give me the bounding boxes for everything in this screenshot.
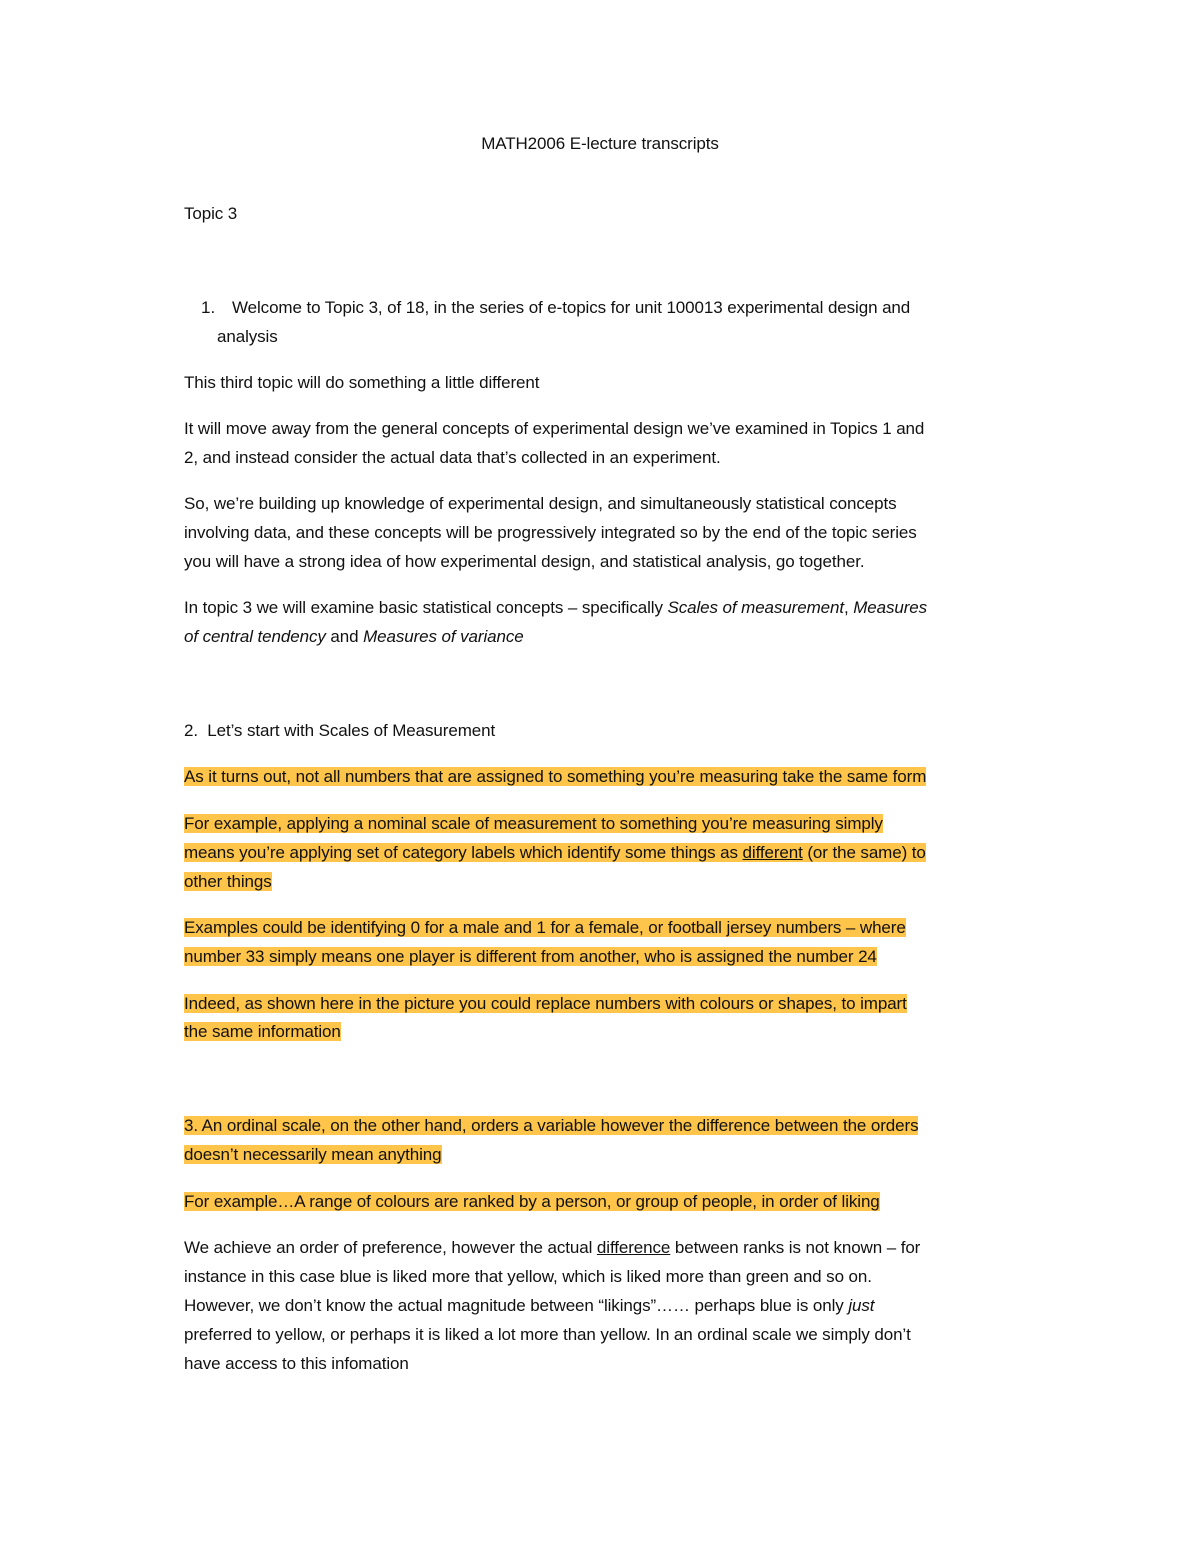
text-run: (or the same) to: [802, 843, 926, 862]
welcome-line-2: analysis: [217, 327, 278, 346]
highlighted-line: [184, 838, 926, 867]
text-run: means you’re applying set of category labels which identify some things as: [184, 843, 743, 862]
highlighted-line: [184, 809, 883, 838]
italic-term: just: [848, 1296, 875, 1315]
text-run: We achieve an order of preference, however the actual: [184, 1238, 597, 1257]
paragraph-line: [184, 622, 524, 651]
paragraph-line: instance in this case blue is liked more that yellow, which is liked more than green and so on.: [184, 1267, 872, 1286]
highlighted-line: [184, 1017, 341, 1046]
paragraph-line: It will move away from the general concepts of experimental design we’ve examined in Topics 1 and: [184, 419, 925, 438]
paragraph-line: So, we’re building up knowledge of experimental design, and simultaneously statistical concepts: [184, 494, 897, 513]
highlighted-line: [184, 942, 877, 971]
paragraph-line: [184, 1291, 874, 1320]
italic-term: of central tendency: [184, 627, 326, 646]
heading-text: Let’s start with Scales of Measurement: [207, 721, 496, 740]
underlined-word: different: [742, 843, 803, 862]
highlighted-paragraph: [184, 762, 926, 791]
list-number-2: 2.: [184, 721, 198, 740]
list-number-1: 1.: [201, 298, 216, 317]
paragraph-line: involving data, and these concepts will be progressively integrated so by the end of the topic series: [184, 523, 917, 542]
paragraph-line: have access to this infomation: [184, 1354, 409, 1373]
highlight-run: the same information: [184, 1022, 341, 1041]
highlight-run: 3. An ordinal scale, on the other hand, orders a variable however the difference between the orders: [184, 1116, 919, 1135]
paragraph-line: [184, 593, 927, 622]
text-run: between ranks is not known – for: [670, 1238, 921, 1257]
text-run: However, we don’t know the actual magnitude between “likings”…… perhaps blue is only: [184, 1296, 849, 1315]
highlight-run: For example, applying a nominal scale of measurement to something you’re measuring simply: [184, 814, 883, 833]
highlight-run: For example…A range of colours are ranked by a person, or group of people, in order of liking: [184, 1192, 880, 1211]
highlighted-line: [184, 989, 907, 1018]
highlight-run: Examples could be identifying 0 for a male and 1 for a female, or football jersey numbers – where: [184, 918, 906, 937]
text-run: and: [325, 627, 364, 646]
paragraph-line: 2, and instead consider the actual data that’s collected in an experiment.: [184, 448, 721, 467]
highlighted-line: [184, 867, 272, 896]
paragraph-line: preferred to yellow, or perhaps it is liked a lot more than yellow. In an ordinal scale we simply don’t: [184, 1325, 911, 1344]
highlight-run: other things: [184, 872, 272, 891]
highlighted-line: [184, 1187, 880, 1216]
highlight-run: number 33 simply means one player is different from another, who is assigned the number 24: [184, 947, 877, 966]
underlined-word: difference: [596, 1238, 671, 1257]
highlight-run: Indeed, as shown here in the picture you could replace numbers with colours or shapes, to impart: [184, 994, 907, 1013]
paragraph: This third topic will do something a little different: [184, 373, 540, 392]
paragraph-line: [184, 1233, 920, 1262]
document-title: MATH2006 E-lecture transcripts: [481, 134, 719, 153]
text-run: In topic 3 we will examine basic statistical concepts – specifically: [184, 598, 668, 617]
topic-label: Topic 3: [184, 204, 238, 223]
highlighted-line: [184, 913, 906, 942]
section-2-heading: [184, 716, 495, 745]
highlight-run: doesn’t necessarily mean anything: [184, 1145, 442, 1164]
highlighted-line: [184, 1111, 918, 1140]
italic-term: Measures of variance: [363, 627, 524, 646]
welcome-line-1: Welcome to Topic 3, of 18, in the series of e-topics for unit 100013 experimental design and: [232, 298, 911, 317]
highlight-run: [184, 843, 926, 862]
italic-term: Measures: [853, 598, 928, 617]
paragraph-line: you will have a strong idea of how experimental design, and statistical analysis, go together.: [184, 552, 865, 571]
italic-term: Scales of measurement: [667, 598, 844, 617]
highlight-run: As it turns out, not all numbers that are assigned to something you’re measuring take the same form: [184, 767, 927, 786]
text-run: ,: [843, 598, 854, 617]
highlighted-line: [184, 1140, 442, 1169]
